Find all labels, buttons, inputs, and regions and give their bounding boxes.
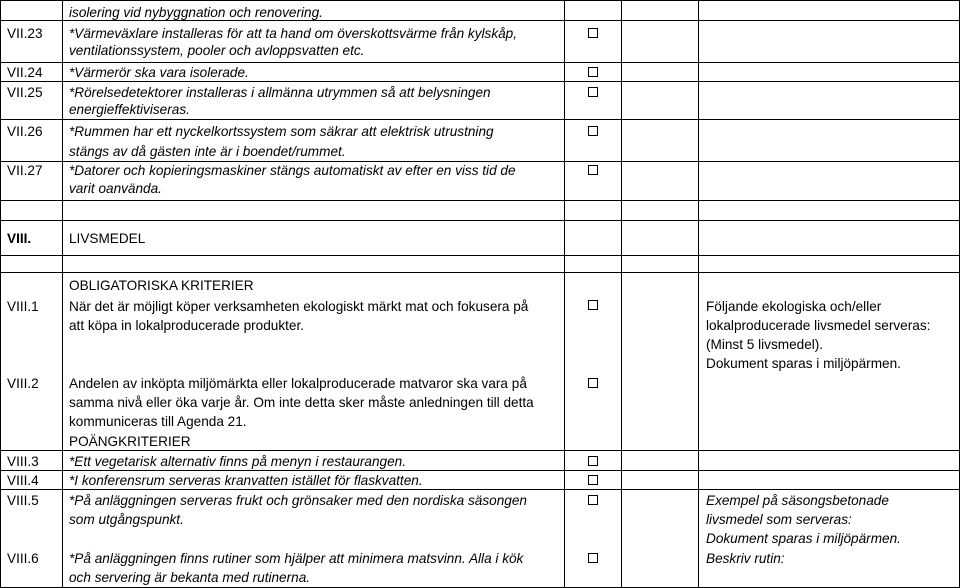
row-divider [0,0,960,1]
row-text: När det är möjligt köper verksamheten ekologiskt märkt mat och fokusera på [69,299,529,314]
row-number: VII.26 [7,124,43,139]
row-text: *Värmeväxlare installeras för att ta hand om överskottsvärme från kylskåp, [69,26,518,41]
checkbox[interactable] [588,495,598,505]
checkbox[interactable] [588,87,598,97]
column-divider [698,0,699,588]
mandatory-heading: OBLIGATORISKA KRITERIER [69,278,254,293]
row-text: kommuniceras till Agenda 21. [69,414,247,429]
row-text: *Värmerör ska vara isolerade. [69,65,249,80]
row-number: VII.24 [7,65,43,80]
row-divider [0,272,960,273]
row-text: *På anläggningen finns rutiner som hjälper att minimera matsvinn. Alla i kök [69,551,524,566]
note-text: Beskriv rutin: [706,551,785,566]
row-number: VII.25 [7,85,43,100]
column-divider [564,0,565,588]
section-number: VIII. [7,231,32,246]
row-text: *Ett vegetarisk alternativ finns på menyn i restaurangen. [69,454,407,469]
row-text: Andelen av inköpta miljömärkta eller lokalproducerade matvaror ska vara på [69,376,527,391]
row-number: VII.27 [7,163,43,178]
row-number: VIII.3 [7,454,39,469]
row-text: *På anläggningen serveras frukt och grönsaker med den nordiska säsongen [69,493,527,508]
row-text: samma nivå eller öka varje år. Om inte detta sker måste anledningen till detta [69,395,534,410]
row-text: som utgångspunkt. [69,512,184,527]
points-heading: POÄNGKRITERIER [69,434,191,449]
row-text: *I konferensrum serveras kranvatten istället för flaskvatten. [69,473,423,488]
note-text: Dokument sparas i miljöpärmen. [706,356,901,371]
row-divider [0,200,960,201]
note-text: Exempel på säsongsbetonade [706,493,889,508]
row-divider [0,255,960,256]
checkbox[interactable] [588,126,598,136]
checkbox[interactable] [588,28,598,38]
checkbox[interactable] [588,165,598,175]
row-divider [0,220,960,221]
row-text: *Datorer och kopieringsmaskiner stängs automatiskt av efter en viss tid de [69,163,516,178]
row-text: varit oanvända. [69,181,162,196]
column-divider [62,0,63,588]
checkbox[interactable] [588,67,598,77]
checkbox[interactable] [588,475,598,485]
checkbox[interactable] [588,456,598,466]
checkbox[interactable] [588,378,598,388]
row-text: *Rummen har ett nyckelkortssystem som säkrar att elektrisk utrustning [69,124,494,139]
row-number: VIII.1 [7,299,39,314]
row-number: VII.23 [7,26,43,41]
note-text: (Minst 5 livsmedel). [706,337,824,352]
checkbox[interactable] [588,300,598,310]
note-text: Följande ekologiska och/eller [706,299,882,314]
row-text: energieffektiviseras. [69,102,190,117]
column-divider [0,0,1,588]
checkbox[interactable] [588,553,598,563]
row-number: VIII.5 [7,493,39,508]
note-text: livsmedel som serveras: [706,512,852,527]
row-text: ventilationssystem, pooler och avloppsvatten etc. [69,43,365,58]
row-text: att köpa in lokalproducerade produkter. [69,318,305,333]
row-number: VIII.2 [7,376,39,391]
row-number: VIII.6 [7,551,39,566]
section-title: LIVSMEDEL [69,231,146,246]
row-text: isolering vid nybyggnation och renovering. [69,5,323,20]
note-text: lokalproducerade livsmedel serveras: [706,318,931,333]
note-text: Dokument sparas i miljöpärmen. [706,531,901,546]
row-text: *Rörelsedetektorer installeras i allmänna utrymmen så att belysningen [69,85,491,100]
row-text: stängs av då gästen inte är i boendet/rummet. [69,144,346,159]
column-divider [621,0,622,588]
row-number: VIII.4 [7,473,39,488]
row-divider [0,119,960,120]
row-text: och servering är bekanta med rutinerna. [69,570,311,585]
